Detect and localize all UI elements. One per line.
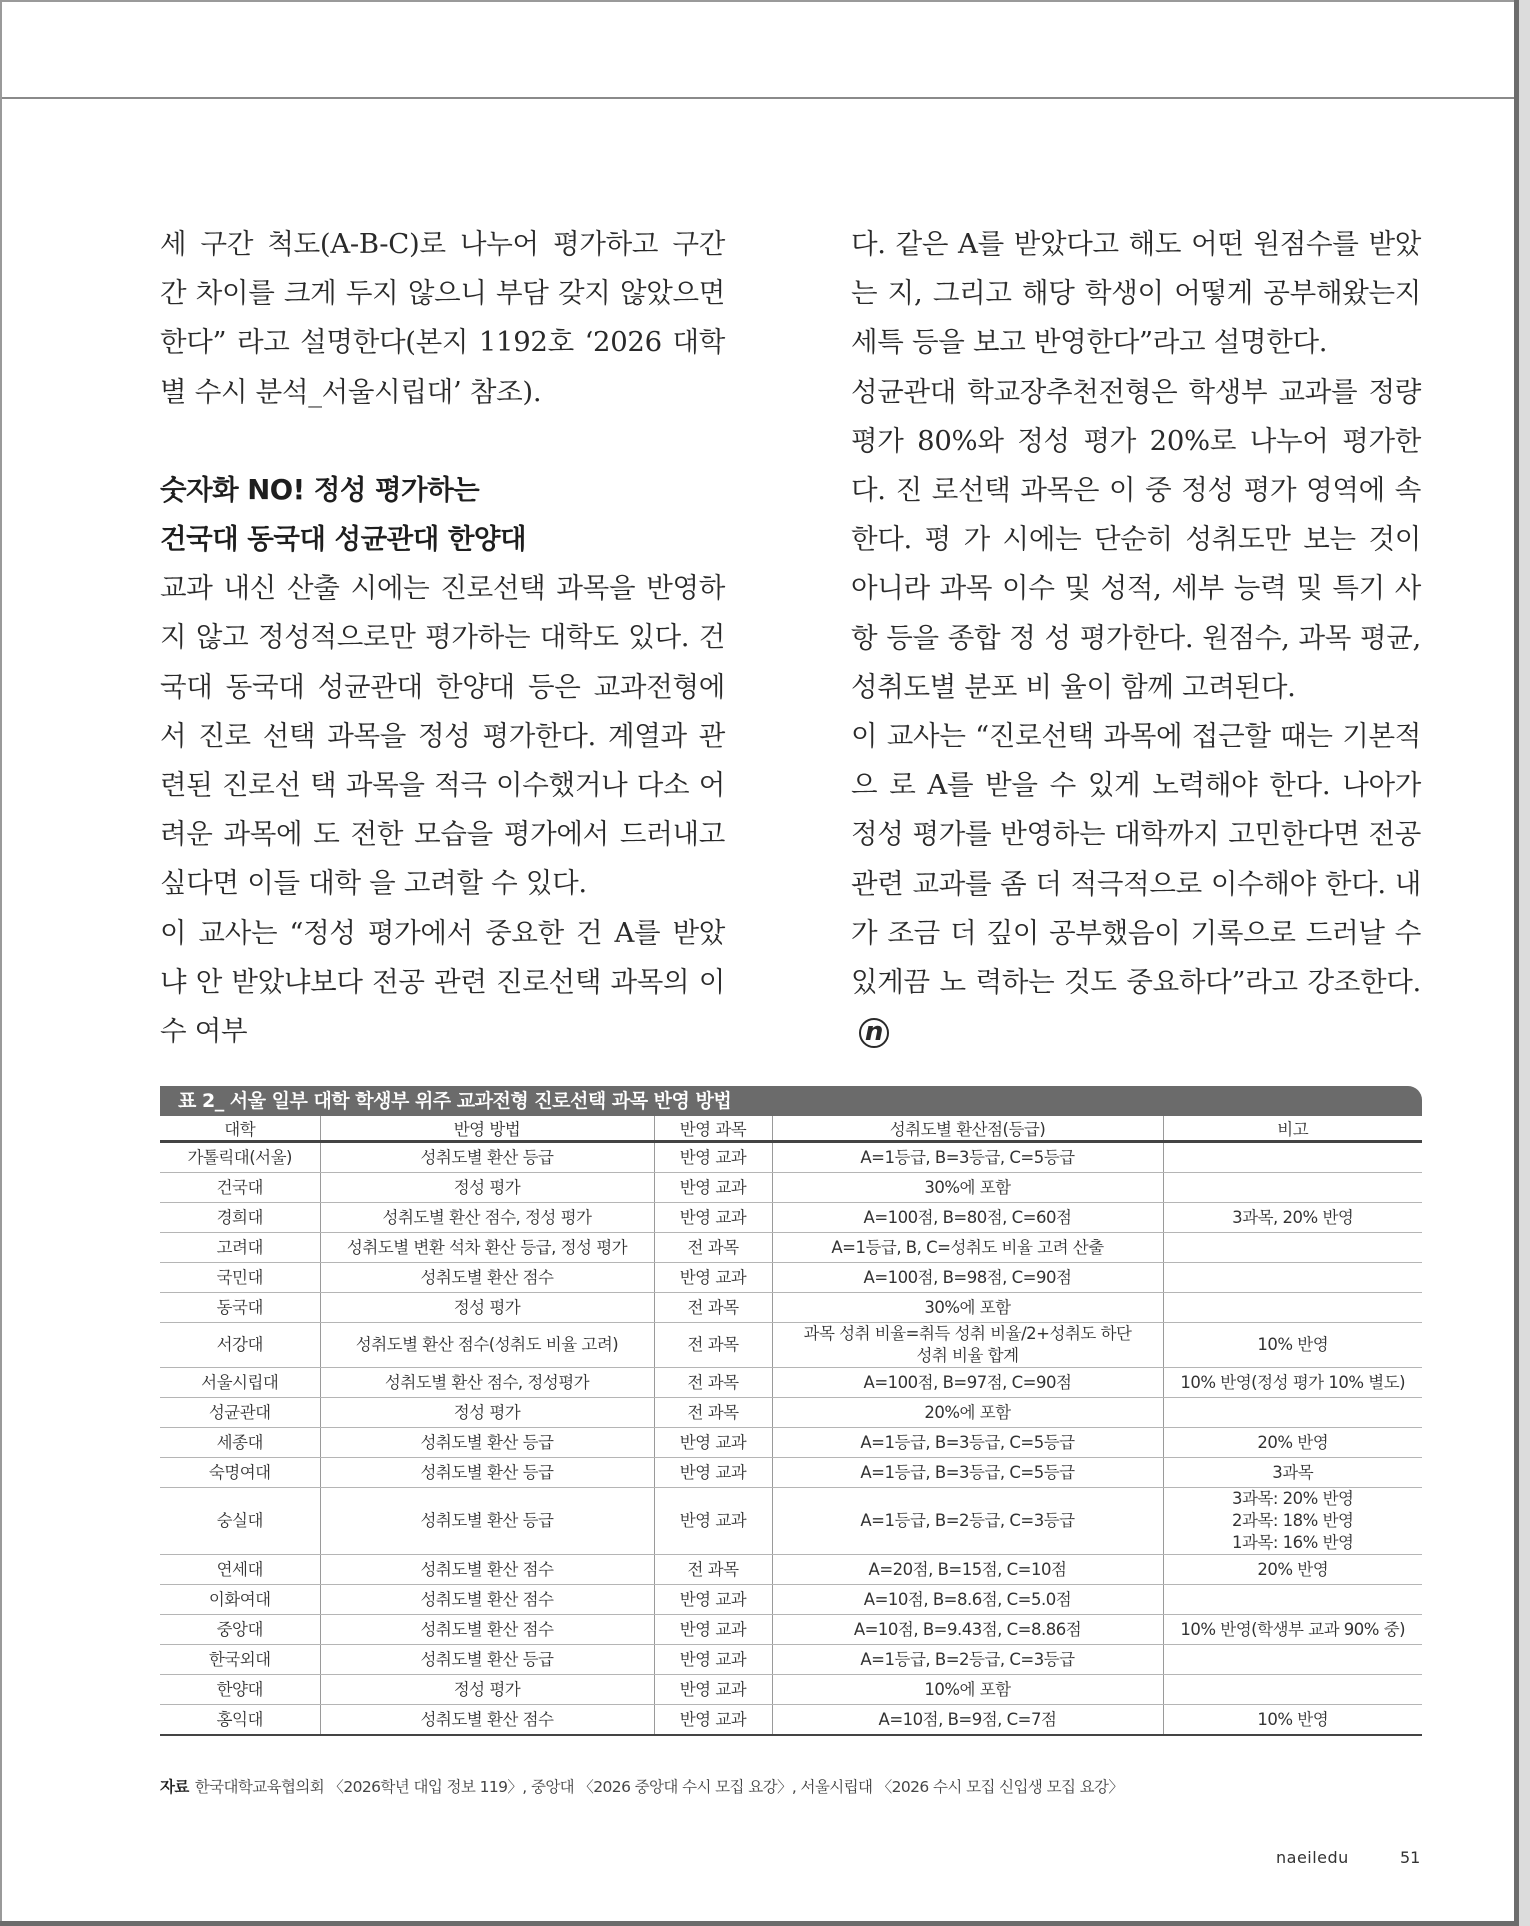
cell-subjects: 전 과목 <box>654 1555 772 1585</box>
table-row <box>160 1675 1422 1705</box>
page-edge-bottom <box>0 1921 1519 1926</box>
cell-conversion: A=1등급, B=3등급, C=5등급 <box>772 1428 1163 1458</box>
cell-subjects: 반영 교과 <box>654 1263 772 1293</box>
cell-method: 성취도별 환산 등급 <box>320 1645 654 1675</box>
table-grid <box>160 1116 1422 1736</box>
right-column <box>851 220 1421 1056</box>
source-note <box>160 1775 1123 1797</box>
cell-university: 이화여대 <box>160 1585 320 1615</box>
cell-notes <box>1163 1142 1422 1173</box>
table-row <box>160 1173 1422 1203</box>
cell-conversion: 30%에 포함 <box>772 1293 1163 1323</box>
cell-subjects: 반영 교과 <box>654 1458 772 1488</box>
table-body <box>160 1142 1422 1736</box>
cell-university: 숙명여대 <box>160 1458 320 1488</box>
cell-university: 성균관대 <box>160 1398 320 1428</box>
paragraph-gap <box>160 417 725 466</box>
table-row <box>160 1615 1422 1645</box>
table-row <box>160 1263 1422 1293</box>
cell-method: 성취도별 환산 등급 <box>320 1142 654 1173</box>
right-paragraph-3 <box>851 712 1421 1056</box>
cell-notes <box>1163 1398 1422 1428</box>
cell-method: 성취도별 환산 점수 <box>320 1555 654 1585</box>
cell-method: 성취도별 환산 점수 <box>320 1263 654 1293</box>
end-mark-icon: n <box>859 1018 889 1048</box>
cell-method: 정성 평가 <box>320 1398 654 1428</box>
right-paragraph-2: 성균관대 학교장추천전형은 학생부 교과를 정량 평가 80%와 정성 평가 20%로 나누어 평가한다. 진 로선택 과목은 이 중 정성 평가 영역에 속한다. 평 가 시에는 단순히 성취도만 보는 것이 아니라 과목 이수 및 성적, 세부 능력 및 특기 사항 등을 종합 정 성 평가한다. 원점수, 과목 평균, 성취도별 분포 비 율이 함께 고려된다. <box>851 375 1421 703</box>
cell-subjects: 전 과목 <box>654 1323 772 1368</box>
table-title: 표 2_ 서울 일부 대학 학생부 위주 교과전형 진로선택 과목 반영 방법 <box>160 1086 1422 1116</box>
cell-notes <box>1163 1645 1422 1675</box>
cell-method: 성취도별 환산 등급 <box>320 1428 654 1458</box>
header-rule <box>2 97 1514 99</box>
cell-subjects: 반영 교과 <box>654 1488 772 1555</box>
cell-conversion: 10%에 포함 <box>772 1675 1163 1705</box>
cell-method: 성취도별 환산 점수 <box>320 1615 654 1645</box>
cell-notes <box>1163 1263 1422 1293</box>
cell-conversion: A=10점, B=9점, C=7점 <box>772 1705 1163 1736</box>
cell-method: 성취도별 환산 등급 <box>320 1458 654 1488</box>
cell-subjects: 전 과목 <box>654 1293 772 1323</box>
cell-subjects: 반영 교과 <box>654 1585 772 1615</box>
header-university: 대학 <box>160 1116 320 1142</box>
cell-method: 성취도별 환산 점수 <box>320 1585 654 1615</box>
cell-method: 성취도별 환산 점수, 정성평가 <box>320 1368 654 1398</box>
cell-conversion: A=100점, B=80점, C=60점 <box>772 1203 1163 1233</box>
cell-conversion: A=10점, B=9.43점, C=8.86점 <box>772 1615 1163 1645</box>
header-conversion: 성취도별 환산점(등급) <box>772 1116 1163 1142</box>
cell-notes <box>1163 1675 1422 1705</box>
section-heading-line-1: 숫자화 NO! 정성 평가하는 <box>160 473 480 506</box>
cell-subjects: 반영 교과 <box>654 1203 772 1233</box>
right-paragraph-1: 다. 같은 A를 받았다고 해도 어떤 원점수를 받았는 지, 그리고 해당 학생이 어떻게 공부해왔는지 세특 등을 보고 반영한다”라고 설명한다. <box>851 228 1421 359</box>
cell-university: 세종대 <box>160 1428 320 1458</box>
cell-notes: 10% 반영(학생부 교과 90% 중) <box>1163 1615 1422 1645</box>
left-paragraph-3: 이 교사는 “정성 평가에서 중요한 건 A를 받았냐 안 받았냐보다 전공 관련 진로선택 과목의 이수 여부 <box>160 916 725 1048</box>
table-row <box>160 1233 1422 1263</box>
cell-conversion: 20%에 포함 <box>772 1398 1163 1428</box>
cell-method: 정성 평가 <box>320 1675 654 1705</box>
cell-university: 서울시립대 <box>160 1368 320 1398</box>
cell-subjects: 반영 교과 <box>654 1615 772 1645</box>
cell-notes: 20% 반영 <box>1163 1428 1422 1458</box>
cell-conversion: A=20점, B=15점, C=10점 <box>772 1555 1163 1585</box>
table-row <box>160 1555 1422 1585</box>
cell-notes <box>1163 1585 1422 1615</box>
cell-university: 경희대 <box>160 1203 320 1233</box>
comparison-table <box>160 1086 1422 1736</box>
source-text: 한국대학교육협의회 〈2026학년 대입 정보 119〉, 중앙대 〈2026 중앙대 수시 모집 요강〉, 서울시립대 〈2026 수시 모집 신입생 모집 요강〉 <box>194 1778 1124 1796</box>
cell-conversion: 30%에 포함 <box>772 1173 1163 1203</box>
page-edge-shadow <box>1519 0 1530 1926</box>
cell-notes <box>1163 1233 1422 1263</box>
cell-conversion: A=100점, B=98점, C=90점 <box>772 1263 1163 1293</box>
cell-method: 성취도별 환산 점수(성취도 비율 고려) <box>320 1323 654 1368</box>
cell-subjects: 반영 교과 <box>654 1173 772 1203</box>
cell-subjects: 반영 교과 <box>654 1675 772 1705</box>
cell-notes: 10% 반영 <box>1163 1705 1422 1736</box>
left-paragraph-2: 교과 내신 산출 시에는 진로선택 과목을 반영하지 않고 정성적으로만 평가하는 대학도 있다. 건국대 동국대 성균관대 한양대 등은 교과전형에서 진로 선택 과목을 정성 평가한다. 계열과 관련된 진로선 택 과목을 적극 이수했거나 다소 어려운 과목에 도 전한 모습을 평가에서 드러내고 싶다면 이들 대학 을 고려할 수 있다. <box>160 572 725 900</box>
table-row <box>160 1203 1422 1233</box>
table-row <box>160 1368 1422 1398</box>
page-edge-top <box>0 0 1519 2</box>
table-row <box>160 1323 1422 1368</box>
cell-method: 정성 평가 <box>320 1173 654 1203</box>
header-subjects: 반영 과목 <box>654 1116 772 1142</box>
cell-university: 국민대 <box>160 1263 320 1293</box>
cell-subjects: 전 과목 <box>654 1368 772 1398</box>
cell-method: 성취도별 변환 석차 환산 등급, 정성 평가 <box>320 1233 654 1263</box>
header-method: 반영 방법 <box>320 1116 654 1142</box>
cell-conversion: A=1등급, B=3등급, C=5등급 <box>772 1142 1163 1173</box>
table-header-row <box>160 1116 1422 1142</box>
table-row <box>160 1428 1422 1458</box>
cell-subjects: 전 과목 <box>654 1233 772 1263</box>
cell-conversion: A=1등급, B=2등급, C=3등급 <box>772 1645 1163 1675</box>
page-edge-left <box>0 0 2 1926</box>
cell-university: 홍익대 <box>160 1705 320 1736</box>
cell-subjects: 반영 교과 <box>654 1705 772 1736</box>
cell-conversion: A=100점, B=97점, C=90점 <box>772 1368 1163 1398</box>
left-paragraph-1: 세 구간 척도(A-B-C)로 나누어 평가하고 구간 간 차이를 크게 두지 않으니 부담 갖지 않았으면 한다” 라고 설명한다(본지 1192호 ‘2026 대학별 수시 분석_서울시립대’ 참조). <box>160 228 725 408</box>
cell-notes: 20% 반영 <box>1163 1555 1422 1585</box>
page-number: 51 <box>1400 1848 1421 1867</box>
cell-subjects: 반영 교과 <box>654 1142 772 1173</box>
source-label: 자료 <box>160 1778 189 1796</box>
cell-method: 성취도별 환산 점수 <box>320 1705 654 1736</box>
cell-subjects: 반영 교과 <box>654 1645 772 1675</box>
section-heading-line-2: 건국대 동국대 성균관대 한양대 <box>160 523 527 556</box>
header-notes: 비고 <box>1163 1116 1422 1142</box>
cell-university: 동국대 <box>160 1293 320 1323</box>
table-row <box>160 1458 1422 1488</box>
table-row <box>160 1293 1422 1323</box>
cell-conversion: A=1등급, B=2등급, C=3등급 <box>772 1488 1163 1555</box>
table-row <box>160 1645 1422 1675</box>
table-row <box>160 1585 1422 1615</box>
table-row <box>160 1142 1422 1173</box>
cell-university: 고려대 <box>160 1233 320 1263</box>
cell-university: 숭실대 <box>160 1488 320 1555</box>
cell-method: 정성 평가 <box>320 1293 654 1323</box>
cell-subjects: 반영 교과 <box>654 1428 772 1458</box>
right-paragraph-3-text: 이 교사는 “진로선택 과목에 접근할 때는 기본적으 로 A를 받을 수 있게 노력해야 한다. 나아가 정성 평가를 반영하는 대학까지 고민한다면 전공 관련 교과를 좀 더 적극적으로 이수해야 한다. 내가 조금 더 깊이 공부했음이 기록으로 드러날 수 있게끔 노 력하는 것도 중요하다”라고 강조한다. <box>851 720 1421 999</box>
cell-conversion: A=1등급, B, C=성취도 비율 고려 산출 <box>772 1233 1163 1263</box>
cell-conversion: A=1등급, B=3등급, C=5등급 <box>772 1458 1163 1488</box>
cell-university: 연세대 <box>160 1555 320 1585</box>
cell-method: 성취도별 환산 등급 <box>320 1488 654 1555</box>
table-row <box>160 1705 1422 1736</box>
cell-university: 건국대 <box>160 1173 320 1203</box>
cell-method: 성취도별 환산 점수, 정성 평가 <box>320 1203 654 1233</box>
cell-notes: 3과목: 20% 반영 2과목: 18% 반영 1과목: 16% 반영 <box>1163 1488 1422 1555</box>
cell-university: 한국외대 <box>160 1645 320 1675</box>
cell-conversion: A=10점, B=8.6점, C=5.0점 <box>772 1585 1163 1615</box>
cell-subjects: 전 과목 <box>654 1398 772 1428</box>
cell-university: 중앙대 <box>160 1615 320 1645</box>
cell-notes: 10% 반영 <box>1163 1323 1422 1368</box>
cell-university: 가톨릭대(서울) <box>160 1142 320 1173</box>
cell-conversion: 과목 성취 비율=취득 성취 비율/2+성취도 하단 성취 비율 합계 <box>772 1323 1163 1368</box>
cell-notes: 3과목, 20% 반영 <box>1163 1203 1422 1233</box>
cell-notes <box>1163 1293 1422 1323</box>
cell-university: 서강대 <box>160 1323 320 1368</box>
footer-brand: naeiledu <box>1276 1848 1349 1867</box>
cell-notes <box>1163 1173 1422 1203</box>
cell-notes: 3과목 <box>1163 1458 1422 1488</box>
cell-university: 한양대 <box>160 1675 320 1705</box>
table-row <box>160 1398 1422 1428</box>
table-row <box>160 1488 1422 1555</box>
left-column <box>160 220 725 1056</box>
cell-notes: 10% 반영(정성 평가 10% 별도) <box>1163 1368 1422 1398</box>
